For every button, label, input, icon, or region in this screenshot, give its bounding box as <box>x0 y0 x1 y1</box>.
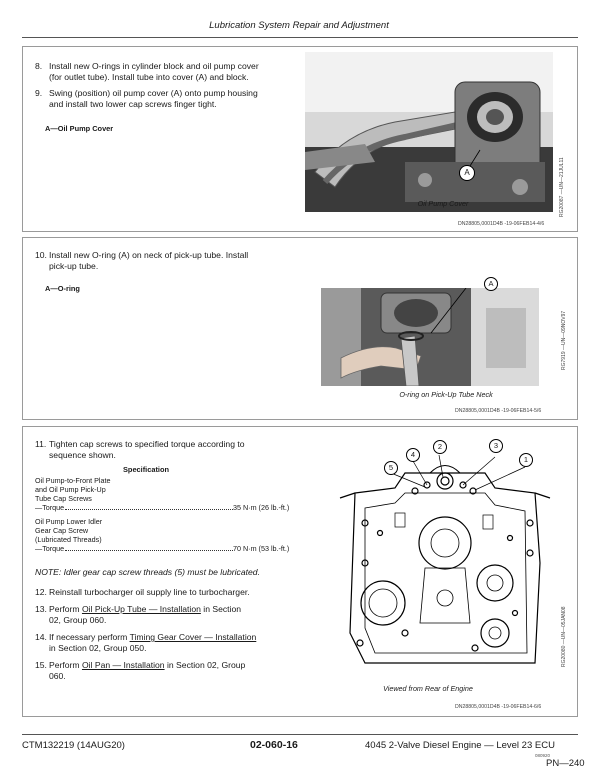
spec-line: and Oil Pump Pick-Up <box>35 485 106 494</box>
footer-title: 4045 2-Valve Diesel Engine — Level 23 ECU <box>365 740 555 751</box>
spec-label: —Torque <box>35 544 65 553</box>
spec-item-1 <box>35 476 290 512</box>
footer-small-code: 080920 <box>535 753 551 758</box>
figure-caption: Viewed from Rear of Engine <box>383 684 473 693</box>
callout-a: A <box>459 165 475 181</box>
step-text-line: sequence shown. <box>49 449 116 460</box>
spec-leader <box>65 509 233 510</box>
figure-id: RG20087 —UN—21JUL11 <box>559 157 565 217</box>
figure-caption: Oil Pump Cover <box>417 199 469 208</box>
spec-line: Oil Pump Lower Idler <box>35 517 103 526</box>
figure-id: RG20080 —UN—05JAN08 <box>561 606 567 667</box>
doc-reference: DN28805,0001D4B -19-06FEB14-5/6 <box>455 408 542 414</box>
callout-a: A <box>484 277 498 291</box>
step-panel-oil-pump-cover <box>22 46 578 232</box>
footer-page-number: PN—240 <box>546 758 585 769</box>
engine-rear-torque-sequence-drawing <box>335 433 555 683</box>
step-number: 10. <box>35 250 47 260</box>
link-oil-pick-up-tube-installation[interactable]: Oil Pick-Up Tube — Installation <box>81 604 201 614</box>
step-panel-torque-sequence: 11. Tighten cap screws to specified torque according to sequence shown. Specification Oil Pump-to-Front Plate and Oil Pump Pick-Up Tube Cap Screws —Torque 35 N·m (26 lb.-ft.) Oil Pump Lower Idler Gear Cap Screw (Lubricated Threads) —Torque 70 N·m (53 lb.-ft.) NOTE: Idler gear cap screw threads (5) must be lubricated. 12. Reinstall turbocharger oil supply line to turbocharger. 13. Perform Oil Pick-Up Tube — Installation in Section 02, Group 060. 14. If necessary perform Timing Gear Cover — Installation in Section 02, Group 050. 15. Perform Oil Pan — Installation in Section 02, Group 060. 5 4 2 3 1 Viewed from Rear of Engine RG20080 —UN—05JAN08 DN28805,0001D4B -19-06FEB14-6/6 <box>22 426 578 717</box>
footer-rule <box>22 734 578 735</box>
page-header-title: Lubrication System Repair and Adjustment <box>209 20 389 31</box>
spec-label: —Torque <box>35 503 65 512</box>
step-number: 12. <box>35 587 47 597</box>
step-text-line: Install new O-rings in cylinder block and oil pump cover <box>49 61 259 71</box>
callout-1: 1 <box>519 453 533 467</box>
figure-id: RG7919 —UN—09NOV97 <box>561 310 567 370</box>
doc-reference: DN28805,0001D4B -19-06FEB14-4/6 <box>458 221 545 227</box>
step-number: 8. <box>35 61 43 71</box>
spec-value: 70 N·m (53 lb.-ft.) <box>233 544 290 553</box>
step-text-line: Swing (position) oil pump cover (A) onto pump housing <box>49 88 258 98</box>
step-text-line: Reinstall turbocharger oil supply line to turbocharger. <box>49 587 250 597</box>
footer-page-code: 02-060-16 <box>250 739 298 751</box>
step-number: 11. <box>35 439 47 449</box>
link-oil-pan-installation[interactable]: Oil Pan — Installation <box>81 660 165 670</box>
step-text-line: and install two lower cap screws finger tight. <box>49 98 217 109</box>
step-number: 15. <box>35 660 47 670</box>
step-number: 14. <box>35 632 47 642</box>
step-text-line: pick-up tube. <box>49 260 99 271</box>
step-text-line: Install new O-ring (A) on neck of pick-up tube. Install <box>49 250 249 260</box>
figure-legend: A—O-ring <box>45 284 80 293</box>
spec-heading: Specification <box>123 465 169 474</box>
step-text-line: 02, Group 060. <box>49 614 107 625</box>
figure-caption: O-ring on Pick-Up Tube Neck <box>399 390 493 399</box>
step-panel-pick-up-tube <box>22 237 578 420</box>
step-text-line: 060. <box>49 670 66 681</box>
footer-doc-id: CTM132219 (14AUG20) <box>22 740 125 751</box>
callout-4: 4 <box>406 448 420 462</box>
spec-value: 35 N·m (26 lb.-ft.) <box>233 503 290 512</box>
pick-up-tube-photo <box>321 288 539 386</box>
callout-2: 2 <box>433 440 447 454</box>
spec-item-2 <box>35 517 290 553</box>
figure-legend: A—Oil Pump Cover <box>45 124 114 133</box>
step-number: 13. <box>35 604 47 614</box>
doc-reference: DN28805,0001D4B -19-06FEB14-6/6 <box>455 704 542 710</box>
oil-pump-cover-photo <box>305 52 553 212</box>
step-text-line: (for outlet tube). Install tube into cover (A) and block. <box>49 71 249 82</box>
spec-line: Tube Cap Screws <box>35 494 92 503</box>
link-timing-gear-cover-installation[interactable]: Timing Gear Cover — Installation <box>129 632 257 642</box>
spec-line: (Lubricated Threads) <box>35 535 102 544</box>
callout-3: 3 <box>489 439 503 453</box>
step-text-line: in Section 02, Group 050. <box>49 642 147 653</box>
note: NOTE: Idler gear cap screw threads (5) must be lubricated. <box>35 567 260 577</box>
spec-line: Gear Cap Screw <box>35 526 89 535</box>
spec-line: Oil Pump-to-Front Plate <box>35 476 111 485</box>
step-number: 9. <box>35 88 43 98</box>
callout-5: 5 <box>384 461 398 475</box>
spec-leader <box>65 550 233 551</box>
step-text-line: Tighten cap screws to specified torque according to <box>49 439 245 449</box>
header-rule <box>22 37 578 38</box>
